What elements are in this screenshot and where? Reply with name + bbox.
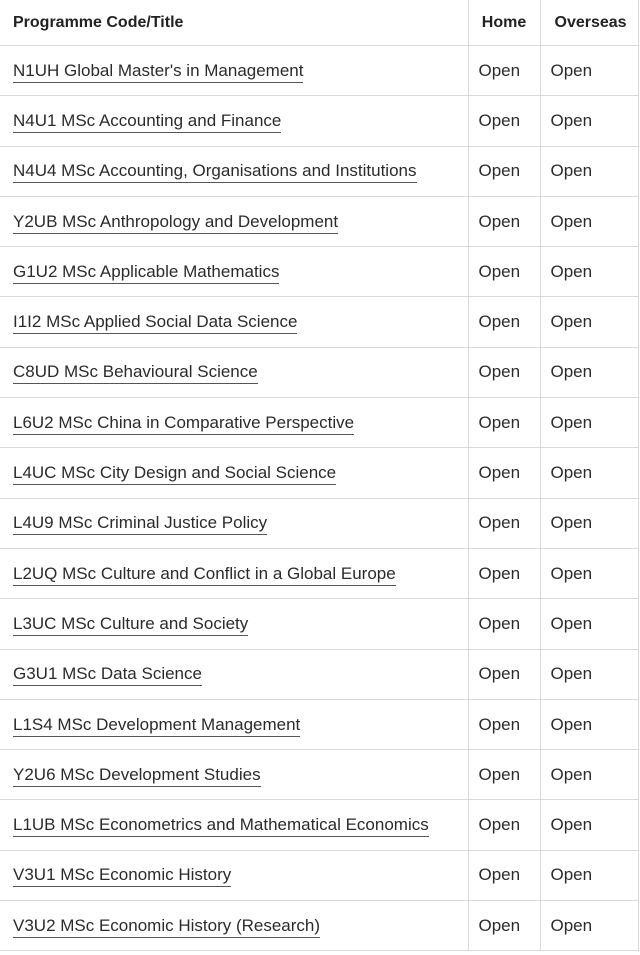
programme-cell <box>0 599 468 649</box>
table-row <box>0 901 638 951</box>
programme-cell <box>0 196 468 246</box>
home-status: Open <box>468 398 540 448</box>
overseas-status: Open <box>540 901 638 951</box>
programme-cell <box>0 297 468 347</box>
home-status: Open <box>468 297 540 347</box>
home-status: Open <box>468 599 540 649</box>
table-header-row <box>0 0 638 46</box>
home-status: Open <box>468 699 540 749</box>
programme-link[interactable]: L4U9 MSc Criminal Justice Policy <box>13 513 267 535</box>
table-row <box>0 146 638 196</box>
table-row <box>0 548 638 598</box>
table-row <box>0 850 638 900</box>
overseas-status: Open <box>540 297 638 347</box>
programme-cell <box>0 247 468 297</box>
programme-link[interactable]: G3U1 MSc Data Science <box>13 664 202 686</box>
overseas-status: Open <box>540 96 638 146</box>
home-status: Open <box>468 196 540 246</box>
table-row <box>0 347 638 397</box>
programme-cell <box>0 96 468 146</box>
home-status: Open <box>468 498 540 548</box>
overseas-status: Open <box>540 800 638 850</box>
home-status: Open <box>468 800 540 850</box>
table-row <box>0 699 638 749</box>
overseas-status: Open <box>540 247 638 297</box>
table-row <box>0 800 638 850</box>
overseas-status: Open <box>540 548 638 598</box>
programme-link[interactable]: L6U2 MSc China in Comparative Perspective <box>13 413 354 435</box>
programme-cell <box>0 548 468 598</box>
programme-link[interactable]: L4UC MSc City Design and Social Science <box>13 463 336 485</box>
programme-cell <box>0 699 468 749</box>
home-status: Open <box>468 96 540 146</box>
programme-link[interactable]: N4U1 MSc Accounting and Finance <box>13 111 281 133</box>
programme-link[interactable]: Y2U6 MSc Development Studies <box>13 765 261 787</box>
table-row <box>0 649 638 699</box>
home-status: Open <box>468 850 540 900</box>
programme-link[interactable]: N1UH Global Master's in Management <box>13 61 303 83</box>
overseas-status: Open <box>540 649 638 699</box>
home-status: Open <box>468 448 540 498</box>
column-header-programme: Programme Code/Title <box>0 0 468 46</box>
home-status: Open <box>468 548 540 598</box>
programme-cell <box>0 649 468 699</box>
overseas-status: Open <box>540 448 638 498</box>
table-row <box>0 398 638 448</box>
programme-link[interactable]: L2UQ MSc Culture and Conflict in a Global Europe <box>13 564 396 586</box>
programme-link[interactable]: L3UC MSc Culture and Society <box>13 614 248 636</box>
table-row <box>0 46 638 96</box>
table-row <box>0 247 638 297</box>
programme-cell <box>0 398 468 448</box>
overseas-status: Open <box>540 850 638 900</box>
home-status: Open <box>468 750 540 800</box>
table-row <box>0 196 638 246</box>
programme-link[interactable]: V3U1 MSc Economic History <box>13 865 231 887</box>
table-row <box>0 96 638 146</box>
column-header-overseas: Overseas <box>540 0 638 46</box>
programme-link[interactable]: L1S4 MSc Development Management <box>13 715 300 737</box>
overseas-status: Open <box>540 196 638 246</box>
programme-cell <box>0 46 468 96</box>
home-status: Open <box>468 146 540 196</box>
programme-cell <box>0 448 468 498</box>
programme-cell <box>0 901 468 951</box>
table-body <box>0 46 638 951</box>
programme-link[interactable]: L1UB MSc Econometrics and Mathematical Economics <box>13 815 429 837</box>
programme-cell <box>0 347 468 397</box>
table-row <box>0 599 638 649</box>
table-row <box>0 498 638 548</box>
table-row <box>0 448 638 498</box>
programme-link[interactable]: G1U2 MSc Applicable Mathematics <box>13 262 279 284</box>
overseas-status: Open <box>540 347 638 397</box>
programme-cell <box>0 850 468 900</box>
programme-link[interactable]: Y2UB MSc Anthropology and Development <box>13 212 338 234</box>
overseas-status: Open <box>540 498 638 548</box>
table-row <box>0 750 638 800</box>
overseas-status: Open <box>540 146 638 196</box>
programme-link[interactable]: N4U4 MSc Accounting, Organisations and Institutions <box>13 161 417 183</box>
programme-link[interactable]: I1I2 MSc Applied Social Data Science <box>13 312 297 334</box>
home-status: Open <box>468 247 540 297</box>
programme-cell <box>0 146 468 196</box>
table-row <box>0 297 638 347</box>
programme-link[interactable]: C8UD MSc Behavioural Science <box>13 362 258 384</box>
overseas-status: Open <box>540 750 638 800</box>
programme-cell <box>0 750 468 800</box>
overseas-status: Open <box>540 46 638 96</box>
home-status: Open <box>468 46 540 96</box>
overseas-status: Open <box>540 699 638 749</box>
programme-cell <box>0 498 468 548</box>
programme-cell <box>0 800 468 850</box>
programme-link[interactable]: V3U2 MSc Economic History (Research) <box>13 916 320 938</box>
home-status: Open <box>468 649 540 699</box>
overseas-status: Open <box>540 398 638 448</box>
overseas-status: Open <box>540 599 638 649</box>
home-status: Open <box>468 347 540 397</box>
column-header-home: Home <box>468 0 540 46</box>
home-status: Open <box>468 901 540 951</box>
